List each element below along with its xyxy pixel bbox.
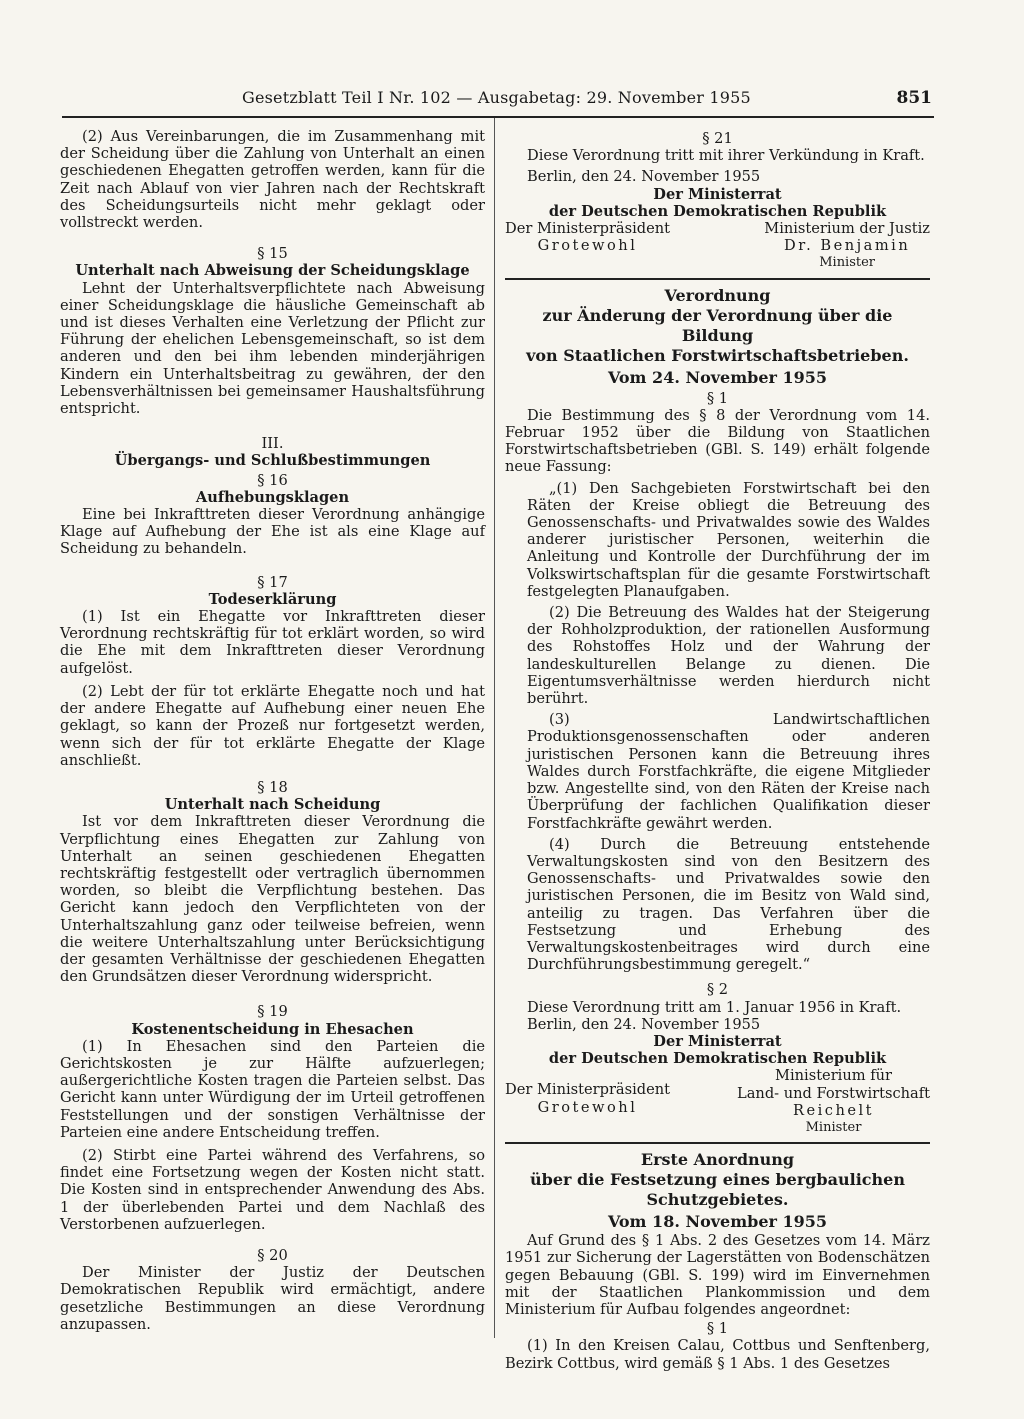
section-20-text: Der Minister der Justiz der Deutschen Demokratischen Republik wird ermächtigt, andere gesetzliche Bestimmungen an diese Verordnung anzupassen. (60, 1264, 485, 1333)
signature-2-right-role-1: Ministerium für (775, 1067, 892, 1085)
signature-2-right-role-2: Land- und Forstwirtschaft (737, 1084, 930, 1102)
signature-1-right (764, 220, 930, 272)
part-3-number: III. (261, 435, 284, 453)
section-17-para-2: (2) Lebt der für tot erklärte Ehegatte noch und hat der andere Ehegatte auf Aufhebung einer neuen Ehe geklagt, so kann der Prozeß nur fortgesetzt werden, wenn sich der für tot erklärte Ehegatte der Klage anschließt. (60, 682, 485, 769)
section-18-number: § 18 (257, 778, 288, 796)
section-16-title: Aufhebungsklagen (195, 488, 350, 506)
order-date: Vom 18. November 1955 (607, 1212, 828, 1232)
ministerrat-2-line-2: der Deutschen Demokratischen Republik (548, 1050, 887, 1068)
ministerrat-1-line-2: der Deutschen Demokratischen Republik (548, 202, 887, 220)
section-17-title: Todeserklärung (208, 590, 337, 608)
order-title-3: Schutzgebietes. (646, 1190, 789, 1210)
ordinance-section-2-text: Diese Verordnung tritt am 1. Januar 1956 in Kraft. (527, 998, 902, 1016)
ordinance-date: Vom 24. November 1955 (607, 367, 828, 387)
page-header (62, 80, 934, 118)
section-16-text: Eine bei Inkrafttreten dieser Verordnung anhängige Klage auf Aufhebung der Ehe ist als eine Klage auf Scheidung zu behandeln. (60, 506, 485, 558)
divider-rule-1 (505, 278, 930, 280)
quote-para-4: (4) Durch die Betreuung entstehende Verwaltungskosten sind von den Besitzern des Genossenschafts- und Privatwaldes sowie den juristischen Personen, die im Besitz von Wald sind, anteilig zu tragen. Das Verfahren über die Festsetzung und Erhebung des Verwaltungskostenbeitrages wird durch eine Durchführungsbestimmung geregelt.“ (527, 835, 930, 974)
signature-1-right-role: Ministerium der Justiz (764, 220, 930, 238)
order-section-1-text: (1) In den Kreisen Calau, Cottbus und Senftenberg, Bezirk Cottbus, wird gemäß § 1 Abs. 1 des Gesetzes (505, 1337, 930, 1372)
section-15-number: § 15 (257, 245, 288, 263)
signing-date-1: Berlin, den 24. November 1955 (527, 168, 761, 186)
page-number: 851 (896, 88, 932, 108)
section-15-text: Lehnt der Unterhaltsverpflichtete nach Abweisung einer Scheidungsklage die häusliche Gemeinschaft ab und ist dieses Verhalten eine Verletzung der Pflicht zur Führung der ehelichen Lebensgemeinschaft, so ist dem anderen und den bei ihm lebenden minderjährigen Kindern ein Unterhaltsbeitrag zu gewähren, der den Lebensverhältnissen bei gemeinsamer Haushaltsführung entspricht. (60, 279, 485, 418)
ordinance-section-2-number: § 2 (706, 981, 729, 999)
signature-2-right-name: Reichelt (792, 1101, 875, 1119)
signature-2-right-title: Minister (805, 1119, 862, 1135)
signature-block-2 (505, 1067, 930, 1136)
divider-rule-2 (505, 1142, 930, 1144)
section-17-number: § 17 (257, 573, 288, 591)
section-19-number: § 19 (257, 1003, 288, 1021)
section-19-title: Kostenentscheidung in Ehesachen (131, 1020, 414, 1038)
section-18-text: Ist vor dem Inkrafttreten dieser Verordnung die Verpflichtung eines Ehegatten zur Zahlung von Unterhalt an seinen geschiedenen Ehegatten rechtskräftig festgestellt oder vertraglich übernommen worden, so bleibt die Verpflichtung bestehen. Das Gericht kann jedoch den Verpflichteten von der Unterhaltszahlung ganz oder teilweise befreien, wenn die weitere Unterhaltszahlung unter Berücksichtigung der gesamten Verhältnisse der geschiedenen Ehegatten den Grundsätzen dieser Verordnung widerspricht. (60, 813, 485, 986)
signature-1-left (505, 220, 670, 272)
section-19-para-1: (1) In Ehesachen sind den Parteien die Gerichtskosten je zur Hälfte aufzuerlegen; außergerichtliche Kosten tragen die Parteien selbst. Das Gericht kann unter Würdigung der im Urteil getroffenen Feststellungen und der sonstigen Verhältnisse der Parteien eine andere Entscheidung treffen. (60, 1037, 485, 1141)
paragraph-14-2: (2) Aus Vereinbarungen, die im Zusammenhang mit der Scheidung über die Zahlung von Unterhalt an einen geschiedenen Ehegatten getroffen werden, kann für die Zeit nach Ablauf von vier Jahren nach der Rechtskraft des Scheidungsurteils nicht mehr geklagt oder vollstreckt werden. (60, 128, 485, 232)
ministerrat-2: Der Ministerrat (653, 1032, 782, 1050)
ordinance-section-1-text: Die Bestimmung des § 8 der Verordnung vom 14. Februar 1952 über die Bildung von Staatlichen Forstwirtschaftsbetrieben (GBl. S. 149) erhält folgende neue Fassung: (505, 406, 930, 476)
signature-2-left-role: Der Ministerpräsident (505, 1081, 671, 1099)
order-intro: Auf Grund des § 1 Abs. 2 des Gesetzes vom 14. März 1951 zur Sicherung der Lagerstätten von Bodenschätzen gegen Bebauung (GBl. S. 199) wird im Einvernehmen mit der Staatlichen Plankommission und dem Ministerium für Aufbau folgendes angeordnet: (505, 1232, 930, 1318)
column-divider (494, 118, 495, 1338)
section-20-number: § 20 (257, 1246, 288, 1264)
header-title: Gesetzblatt Teil I Nr. 102 — Ausgabetag: 29. November 1955 (242, 88, 751, 107)
order-section-1-number: § 1 (706, 1320, 729, 1338)
ordinance-title-1: Verordnung (664, 285, 771, 305)
section-19-para-2: (2) Stirbt eine Partei während des Verfahrens, so findet eine Fortsetzung wegen der Kosten nicht statt. Die Kosten sind in entsprechender Anwendung des Abs. 1 der überlebenden Partei und dem Nachlaß des Verstorbenen aufzuerlegen. (60, 1146, 485, 1233)
left-column (60, 128, 485, 1333)
ordinance-title-2: zur Änderung der Verordnung über die Bildung (542, 305, 893, 345)
section-17-para-1: (1) Ist ein Ehegatte vor Inkrafttreten dieser Verordnung rechtskräftig für tot erklärt worden, so wird die Ehe mit dem Inkrafttreten dieser Verordnung aufgelöst. (60, 608, 485, 677)
signature-1-right-title: Minister (819, 255, 876, 271)
signature-1-left-role: Der Ministerpräsident (505, 220, 671, 238)
signing-date-2: Berlin, den 24. November 1955 (527, 1015, 761, 1033)
section-15-title: Unterhalt nach Abweisung der Scheidungsklage (75, 262, 470, 280)
right-column (505, 128, 930, 1372)
ordinance-section-1-number: § 1 (706, 389, 729, 407)
section-16-number: § 16 (257, 471, 288, 489)
new-version-quote (505, 480, 930, 974)
quote-para-3: (3) Landwirtschaftlichen Produktionsgenossenschaften oder anderen juristischen Personen kann die Betreuung ihres Waldes durch Forstfachkräfte, die eigene Mitglieder bzw. Angestellte sind, von den Räten der Kreise nach Überprüfung der fachlichen Qualifikation dieser Forstfachkräfte gewährt werden. (527, 711, 930, 832)
section-21-text: Diese Verordnung tritt mit ihrer Verkündung in Kraft. (527, 147, 925, 165)
signature-1-left-name: Grotewohl (537, 237, 638, 255)
signature-2-left-name: Grotewohl (537, 1098, 638, 1116)
part-3-title: Übergangs- und Schlußbestimmungen (114, 452, 431, 470)
quote-para-2: (2) Die Betreuung des Waldes hat der Steigerung der Rohholzproduktion, der rationellen Ausformung des Rohstoffes Holz und der Wahrung der landeskulturellen Belange zu dienen. Die Eigentumsverhältnisse werden hierdurch nicht berührt. (527, 604, 930, 708)
signature-block-1 (505, 220, 930, 272)
ministerrat-1: Der Ministerrat (653, 185, 782, 203)
section-21-number: § 21 (702, 130, 733, 147)
section-18-title: Unterhalt nach Scheidung (164, 796, 381, 814)
signature-2-left (505, 1067, 670, 1136)
ordinance-title-3: von Staatlichen Forstwirtschaftsbetrieben. (526, 345, 909, 365)
order-title-2: über die Festsetzung eines bergbaulichen (530, 1170, 905, 1190)
order-title-1: Erste Anordnung (640, 1150, 795, 1170)
quote-para-1: „(1) Den Sachgebieten Forstwirtschaft bei den Räten der Kreise obliegt die Betreuung des Genossenschafts- und Privatwaldes sowie des Waldes anderer juristischer Personen, weiterhin die Anleitung und Kontrolle der Durchführung der im Volkswirtschaftsplan für die gesamte Forstwirtschaft festgelegten Planaufgaben. (527, 479, 930, 600)
signature-2-right (737, 1067, 930, 1136)
signature-1-right-name: Dr. Benjamin (784, 237, 911, 255)
